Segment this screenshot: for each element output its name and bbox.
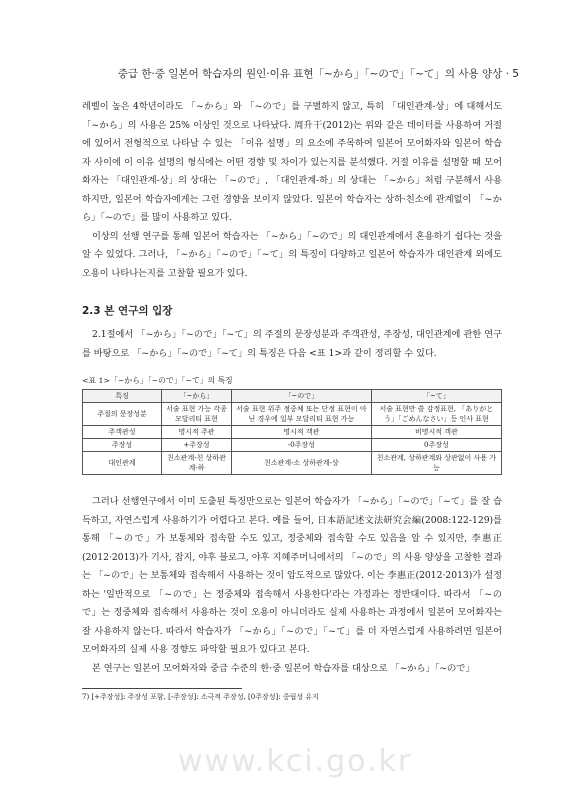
table-cell: -0주장성 — [232, 439, 372, 452]
table-header-row — [83, 390, 502, 403]
table-cell: 서술 표현 가능 각종 모달리티 표현 — [162, 403, 232, 426]
body-paragraph-1: 레벨이 높은 4학년이라도 「~から」와 「~ので」를 구별하지 않고, 특히 「대인관계-상」에 대해서도 「~から」의 사용은 25% 이상인 것으로 나타났다. 周升干(2012)는 위와 같은 데이터를 사용하여 거절에 있어서 전형적으로 나타날 수 있는 「이유 설명」의 요소에 주목하여 일본어 모어화자와 일본어 학습자 사이에 이 이유 설명의 형식에는 어떤 경향 및 차이가 있는지를 분석했다. 거절 이유를 설명할 때 모어화자는 「대인관계-상」의 상대는 「~ので」, 「대인관계-하」의 상대는 「~から」처럼 구분해서 사용하지만, 일본어 학습자에게는 그런 경향을 보이지 않았다. 일본어 학습자는 상하·친소에 관계없이 「~から」「~ので」를 많이 사용하고 있다. — [82, 101, 502, 223]
page-body — [82, 98, 502, 702]
section-title: 2.3 본 연구의 입장 — [82, 305, 173, 317]
table-row-header: 대인관계 — [83, 452, 162, 475]
body-paragraph-3: 그러나 선행연구에서 이미 도출된 특징만으로는 일본어 학습자가 「~から」「~ので」「~て」를 잘 습득하고, 자연스럽게 사용하기가 어렵다고 본다. 예를 들어, 日本語記述文法研究会編(2008:122-129)를 통해 「~ので」가 보통체와 접속할 수도 있고, 정중체와 접속할 수도 있음을 알 수 있지만, 李惠正(2012·2013)가 기사, 잡지, 야후 블로그, 야후 지혜주머니에서의 「~ので」의 사용 양상을 고찰한 결과는 「~ので」는 보통체와 접속해서 사용하는 것이 압도적으로 많았다. 이는 李惠正(2012·2013)가 설정하는 '일반적으로 「~ので」는 정중체와 접속해서 사용한다'라는 가정과는 정반대이다. 따라서 「~ので」는 정중체와 접속해서 사용하는 것이 오용이 아니더라도 실제 사용하는 과정에서 일본어 모어화자는 잘 사용하지 않는다. 따라서 학습자가 「~から」「~ので」「~て」를 더 자연스럽게 사용하려면 일본어 모어화자의 실제 사용 경향도 파악할 필요가 있다고 본다. — [82, 496, 502, 655]
table-header-cell: 「~て」 — [371, 390, 501, 403]
table-cell: 친소관계, 상하관계와 상관없이 사용 가능 — [371, 452, 501, 475]
table-row-header: 주객관성 — [83, 426, 162, 439]
table-row — [83, 452, 502, 475]
table-header-cell: 특징 — [83, 390, 162, 403]
table-cell: 0주장성 — [371, 439, 501, 452]
table-cell: 친소관계-친 상하관계-하 — [162, 452, 232, 475]
running-header: 중급 한·중 일본어 학습자의 원인·이유 표현「~から」「~ので」「~て」의 사용 양상 · 5 — [117, 68, 519, 80]
table-cell: +주장성 — [162, 439, 232, 452]
features-table — [82, 389, 502, 475]
footnote-divider — [82, 688, 242, 689]
table-cell: 서술 표현 위주 정중체 또는 단정 표현이 아닌 경우에 일부 모달리티 표현 가능 — [232, 403, 372, 426]
table-cell: 비명시적 객관 — [371, 426, 501, 439]
table-header-cell: 「~から」 — [162, 390, 232, 403]
table-cell: 친소관계-소 상하관계-상 — [232, 452, 372, 475]
table-cell: 명시적 객관 — [232, 426, 372, 439]
table-header-cell: 「~ので」 — [232, 390, 372, 403]
table-row-header: 주장성 — [83, 439, 162, 452]
body-paragraph-2: 이상의 선행 연구를 통해 일본어 학습자는 「~から」「~ので」의 대인관계에서 혼용하기 쉽다는 것을 알 수 있었다. 그러나, 「~から」「~ので」「~て」의 특징이 다양하고 일본어 학습자가 대인관계 외에도 오용이 나타나는지를 고찰할 필요가 있다. — [82, 230, 502, 279]
table-row-header: 주절의 문장성분 — [83, 403, 162, 426]
watermark: www.kci.go.kr — [178, 744, 413, 779]
table-caption: <표 1>「~から」「~ので」「~て」의 특징 — [82, 376, 233, 385]
table-row — [83, 403, 502, 426]
table-row — [83, 426, 502, 439]
table-cell: 명시적 주관 — [162, 426, 232, 439]
section-paragraph: 2.1절에서 「~から」「~ので」「~て」의 주절의 문장성분과 주객관성, 주장성, 대인관계에 관한 연구를 바탕으로 「~から」「~ので」「~て」의 특징은 다음 <표 1>과 같이 정리할 수 있다. — [82, 329, 502, 359]
table-cell: 서술 표현만 쓸 감정표현, 「ありがとう」「ごめんなさい」등 인사 표현 — [371, 403, 501, 426]
table-row — [83, 439, 502, 452]
footnote: 7) [+주장성]: 주장성 포함, [-주장성]: 소극적 주장성, [0주장성]: 중립성 유지 — [82, 693, 319, 701]
body-paragraph-4: 본 연구는 일본어 모어화자와 중급 수준의 한·중 일본어 학습자를 대상으로 「~から」「~ので」 — [92, 662, 475, 674]
